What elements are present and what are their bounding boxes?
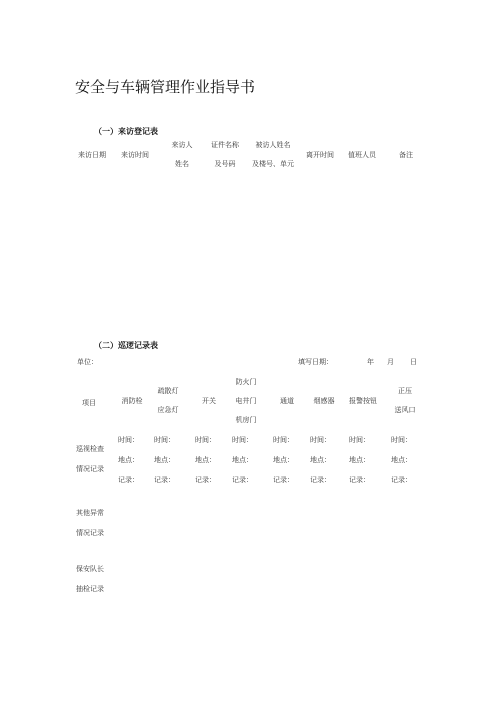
patrol-header-1-line-1: 应急灯 xyxy=(157,406,179,414)
patrol-header-3-line-2: 机房门 xyxy=(235,415,257,424)
record-field-col0-row2: 记录： xyxy=(118,476,139,484)
record-field-col0-row1: 地点： xyxy=(118,456,139,464)
record-field-col4-row2: 记录： xyxy=(273,476,294,484)
patrol-header-2-line-0: 开关 xyxy=(202,396,216,405)
visitor-section-heading: （一）来访登记表 xyxy=(94,127,158,136)
month-label: 月 xyxy=(387,358,394,366)
item-header: 项目 xyxy=(82,399,96,407)
visitor-header-6-line-0: 值班人员 xyxy=(348,150,376,159)
patrol-header-4-line-0: 通道 xyxy=(280,396,294,405)
patrol-section-heading: （二）巡逻记录表 xyxy=(94,341,158,350)
record-field-col1-row2: 记录： xyxy=(154,476,175,484)
patrol-header-3-line-1: 电井门 xyxy=(235,396,257,405)
record-field-col6-row1: 地点： xyxy=(349,456,370,464)
day-label: 日 xyxy=(410,358,417,366)
fill-date-label: 填写日期： xyxy=(298,358,333,366)
patrol-header-7-line-0: 正压 xyxy=(398,387,412,395)
other-row-label: 其他异常 情况记录 xyxy=(76,509,104,537)
record-field-col3-row2: 记录： xyxy=(232,476,253,484)
record-field-col4-row0: 时间： xyxy=(273,436,294,444)
visitor-header-1-line-0: 来访时间 xyxy=(121,150,149,159)
patrol-header-0-line-0: 消防栓 xyxy=(121,396,143,405)
visitor-header-3-line-0: 证件名称 xyxy=(211,141,239,149)
record-field-col3-row0: 时间： xyxy=(232,436,253,444)
record-field-col6-row2: 记录： xyxy=(349,476,370,484)
visitor-header-2-line-1: 姓名 xyxy=(175,160,189,168)
patrol-header-1-line-0: 疏散灯 xyxy=(157,387,179,395)
unit-label: 单位： xyxy=(77,358,98,366)
record-field-col5-row1: 地点： xyxy=(310,456,331,464)
record-field-col6-row0: 时间： xyxy=(349,436,370,444)
patrol-row-label: 巡视检查 情况记录 xyxy=(76,445,104,473)
visitor-header-7-line-0: 备注 xyxy=(399,150,413,159)
visitor-header-2-line-0: 来访人 xyxy=(171,141,193,149)
visitor-header-3-line-1: 及号码 xyxy=(214,160,236,168)
record-field-col3-row1: 地点： xyxy=(232,456,253,464)
record-field-col7-row2: 记录： xyxy=(391,476,412,484)
record-field-col1-row0: 时间： xyxy=(154,436,175,444)
patrol-header-3-line-0: 防火门 xyxy=(235,377,257,386)
captain-row-label: 保安队长 抽检记录 xyxy=(76,565,104,593)
patrol-header-5-line-0: 烟感器 xyxy=(313,396,335,405)
document-title: 安全与车辆管理作业指导书 xyxy=(75,78,256,96)
patrol-header-6-line-0: 报警按钮 xyxy=(349,396,377,405)
record-field-col4-row1: 地点： xyxy=(273,456,294,464)
record-field-col1-row1: 地点： xyxy=(154,456,175,464)
record-field-col5-row2: 记录： xyxy=(310,476,331,484)
visitor-header-5-line-0: 离开时间 xyxy=(306,150,334,159)
visitor-header-4-line-1: 及楼号、单元 xyxy=(252,160,294,168)
visitor-header-0-line-0: 来访日期 xyxy=(78,150,106,159)
visitor-header-4-line-0: 被访人姓名 xyxy=(255,141,291,149)
record-field-col2-row2: 记录： xyxy=(195,476,216,484)
record-field-col5-row0: 时间： xyxy=(310,436,331,444)
record-field-col0-row0: 时间： xyxy=(118,436,139,444)
record-field-col2-row0: 时间： xyxy=(195,436,216,444)
record-field-col7-row0: 时间： xyxy=(391,436,412,444)
patrol-header-7-line-1: 送风口 xyxy=(394,406,416,414)
record-field-col2-row1: 地点： xyxy=(195,456,216,464)
year-label: 年 xyxy=(367,358,374,366)
record-field-col7-row1: 地点： xyxy=(391,456,412,464)
